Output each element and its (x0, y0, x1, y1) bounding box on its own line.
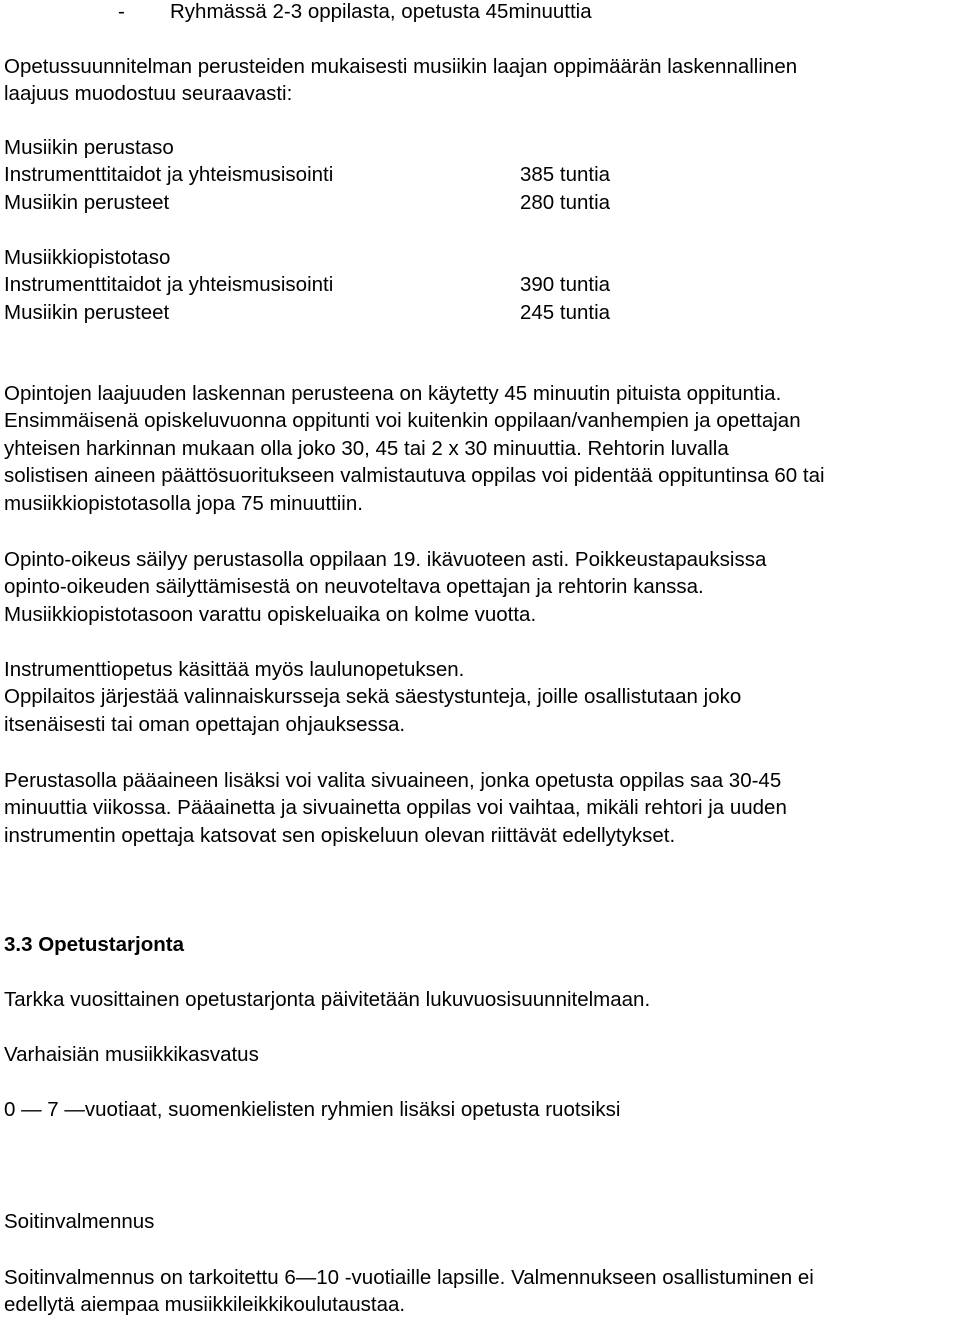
paragraph-line: Opintojen laajuuden laskennan perusteena on käytetty 45 minuutin pituista oppituntia. (4, 382, 782, 405)
level-row-value: 280 tuntia (520, 191, 611, 214)
subsection-text-instrument-prep (4, 1264, 958, 1319)
subsection-title-early-music: Varhaisiän musiikkikasvatus (4, 1043, 259, 1066)
paragraph-line: musiikkiopistotasolla jopa 75 minuuttiin. (4, 491, 363, 515)
level-row-value: 245 tuntia (520, 301, 611, 324)
paragraph-line: Instrumenttiopetus käsittää myös laulunopetuksen. (4, 658, 465, 681)
subsection-title-instrument-prep: Soitinvalmennus (4, 1210, 155, 1233)
paragraph-line: edellytä aiempaa musiikkileikkikoulutaustaa. (4, 1293, 406, 1317)
paragraph-line: Opinto-oikeus säilyy perustasolla oppilaan 19. ikävuoteen asti. Poikkeustapauksissa (4, 548, 767, 571)
paragraph-line: Perustasolla pääaineen lisäksi voi valita sivuaineen, jonka opetusta oppilas saa 30-45 (4, 769, 782, 792)
paragraph-study-right (4, 546, 958, 628)
paragraph-line: minuuttia viikossa. Pääainetta ja sivuainetta oppilas voi vaihtaa, mikäli rehtori ja uuden (4, 796, 787, 820)
level-title: Musiikkiopistotaso (4, 246, 171, 269)
paragraph-instrument-teaching (4, 656, 958, 738)
bullet-text: Ryhmässä 2-3 oppilasta, opetusta 45minuuttia (170, 0, 592, 23)
paragraph-line: solistisen aineen päättösuoritukseen valmistautuva oppilas voi pidentää oppituntinsa 60 tai (4, 464, 825, 488)
paragraph-line: yhteisen harkinnan mukaan olla joko 30, 45 tai 2 x 30 minuuttia. Rehtorin luvalla (4, 436, 729, 460)
level-row-label: Instrumenttitaidot ja yhteismusisointi (4, 273, 334, 296)
paragraph-line: Oppilaitos järjestää valinnaiskursseja sekä säestystunteja, joille osallistutaan joko (4, 685, 742, 709)
paragraph-line: Soitinvalmennus on tarkoitettu 6—10 -vuotiaille lapsille. Valmennukseen osallistuminen ei (4, 1266, 814, 1289)
section-heading: 3.3 Opetustarjonta (4, 933, 184, 956)
subsection-text-early-music: 0 — 7 —vuotiaat, suomenkielisten ryhmien lisäksi opetusta ruotsiksi (4, 1098, 621, 1121)
paragraph-line: Musiikkiopistotasoon varattu opiskeluaika on kolme vuotta. (4, 602, 537, 626)
level-row-value: 390 tuntia (520, 273, 611, 296)
intro-line-2: laajuus muodostuu seuraavasti: (4, 82, 293, 105)
level-row-value: 385 tuntia (520, 163, 611, 186)
paragraph-line: opinto-oikeuden säilyttämisestä on neuvoteltava opettajan ja rehtorin kanssa. (4, 575, 704, 599)
level-row-label: Musiikin perusteet (4, 191, 170, 214)
section-intro: Tarkka vuosittainen opetustarjonta päivitetään lukuvuosisuunnitelmaan. (4, 988, 651, 1011)
paragraph-lesson-length (4, 380, 958, 517)
bullet-dash: - (118, 0, 125, 23)
level-row-label: Musiikin perusteet (4, 301, 170, 324)
paragraph-minor-subject (4, 767, 958, 849)
paragraph-line: Ensimmäisenä opiskeluvuonna oppitunti voi kuitenkin oppilaan/vanhempien ja opettajan (4, 409, 801, 433)
intro-line-1: Opetussuunnitelman perusteiden mukaisesti musiikin laajan oppimäärän laskennallinen (4, 55, 798, 78)
bullet-item (0, 0, 960, 27)
level-title: Musiikin perustaso (4, 136, 174, 159)
paragraph-line: itsenäisesti tai oman opettajan ohjauksessa. (4, 712, 406, 736)
paragraph-line: instrumentin opettaja katsovat sen opiskeluun olevan riittävät edellytykset. (4, 823, 676, 847)
level-row-label: Instrumenttitaidot ja yhteismusisointi (4, 163, 334, 186)
